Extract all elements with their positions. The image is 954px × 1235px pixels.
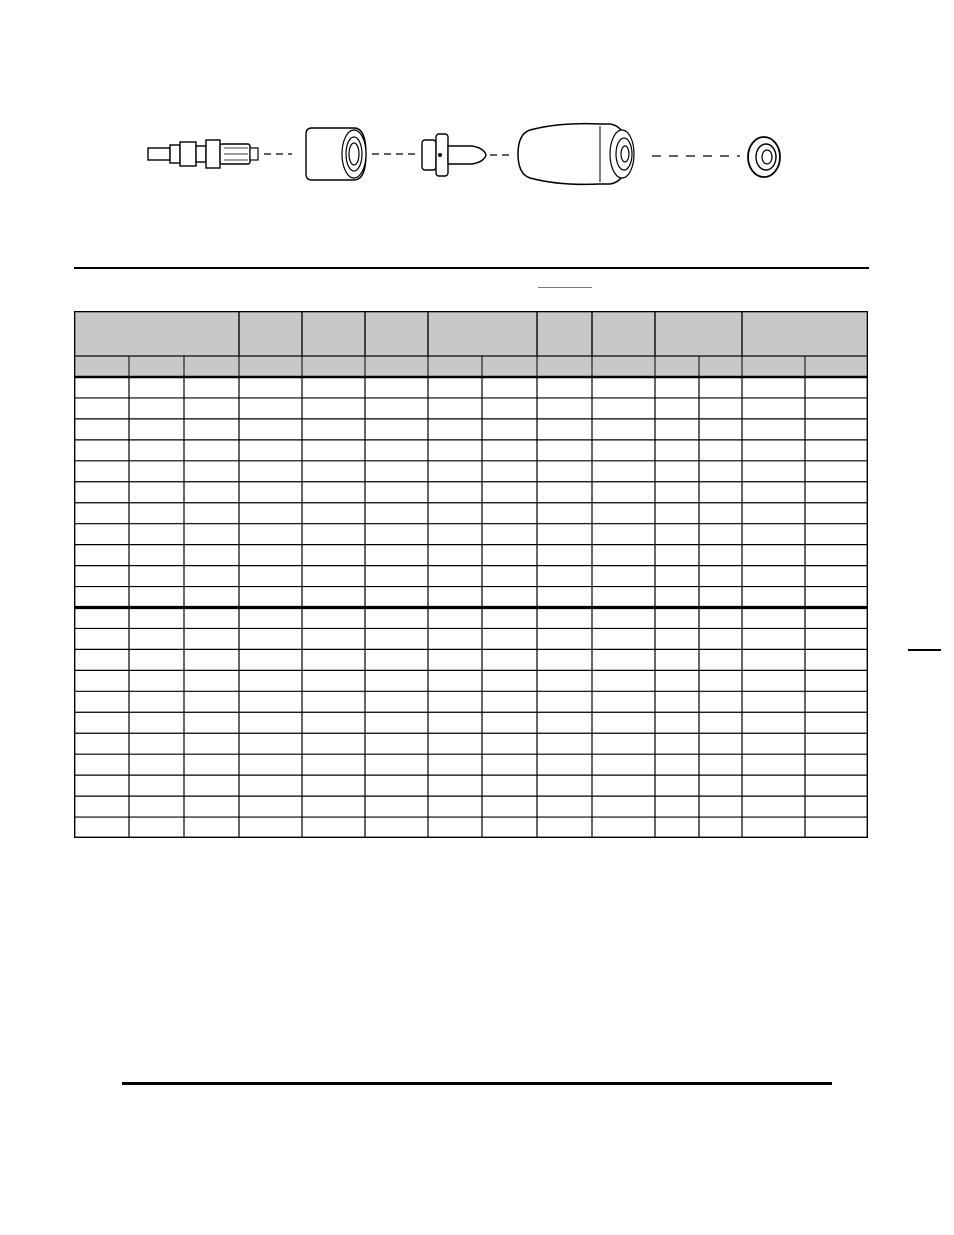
caption-rule — [538, 287, 592, 288]
nozzle-icon — [422, 134, 486, 176]
header-rule — [74, 267, 869, 269]
cut-chart-grid — [74, 311, 868, 838]
footer-rule — [122, 1082, 832, 1085]
retaining-cap-icon — [518, 124, 634, 185]
swirl-ring-icon — [306, 128, 366, 180]
section-tab-marker — [908, 649, 941, 651]
electrode-icon — [148, 140, 258, 168]
table-header-band — [74, 311, 868, 377]
cut-chart-table — [74, 311, 868, 838]
table-frame — [75, 312, 868, 838]
consumable-parts-diagram — [140, 118, 790, 198]
shield-icon — [748, 137, 780, 177]
